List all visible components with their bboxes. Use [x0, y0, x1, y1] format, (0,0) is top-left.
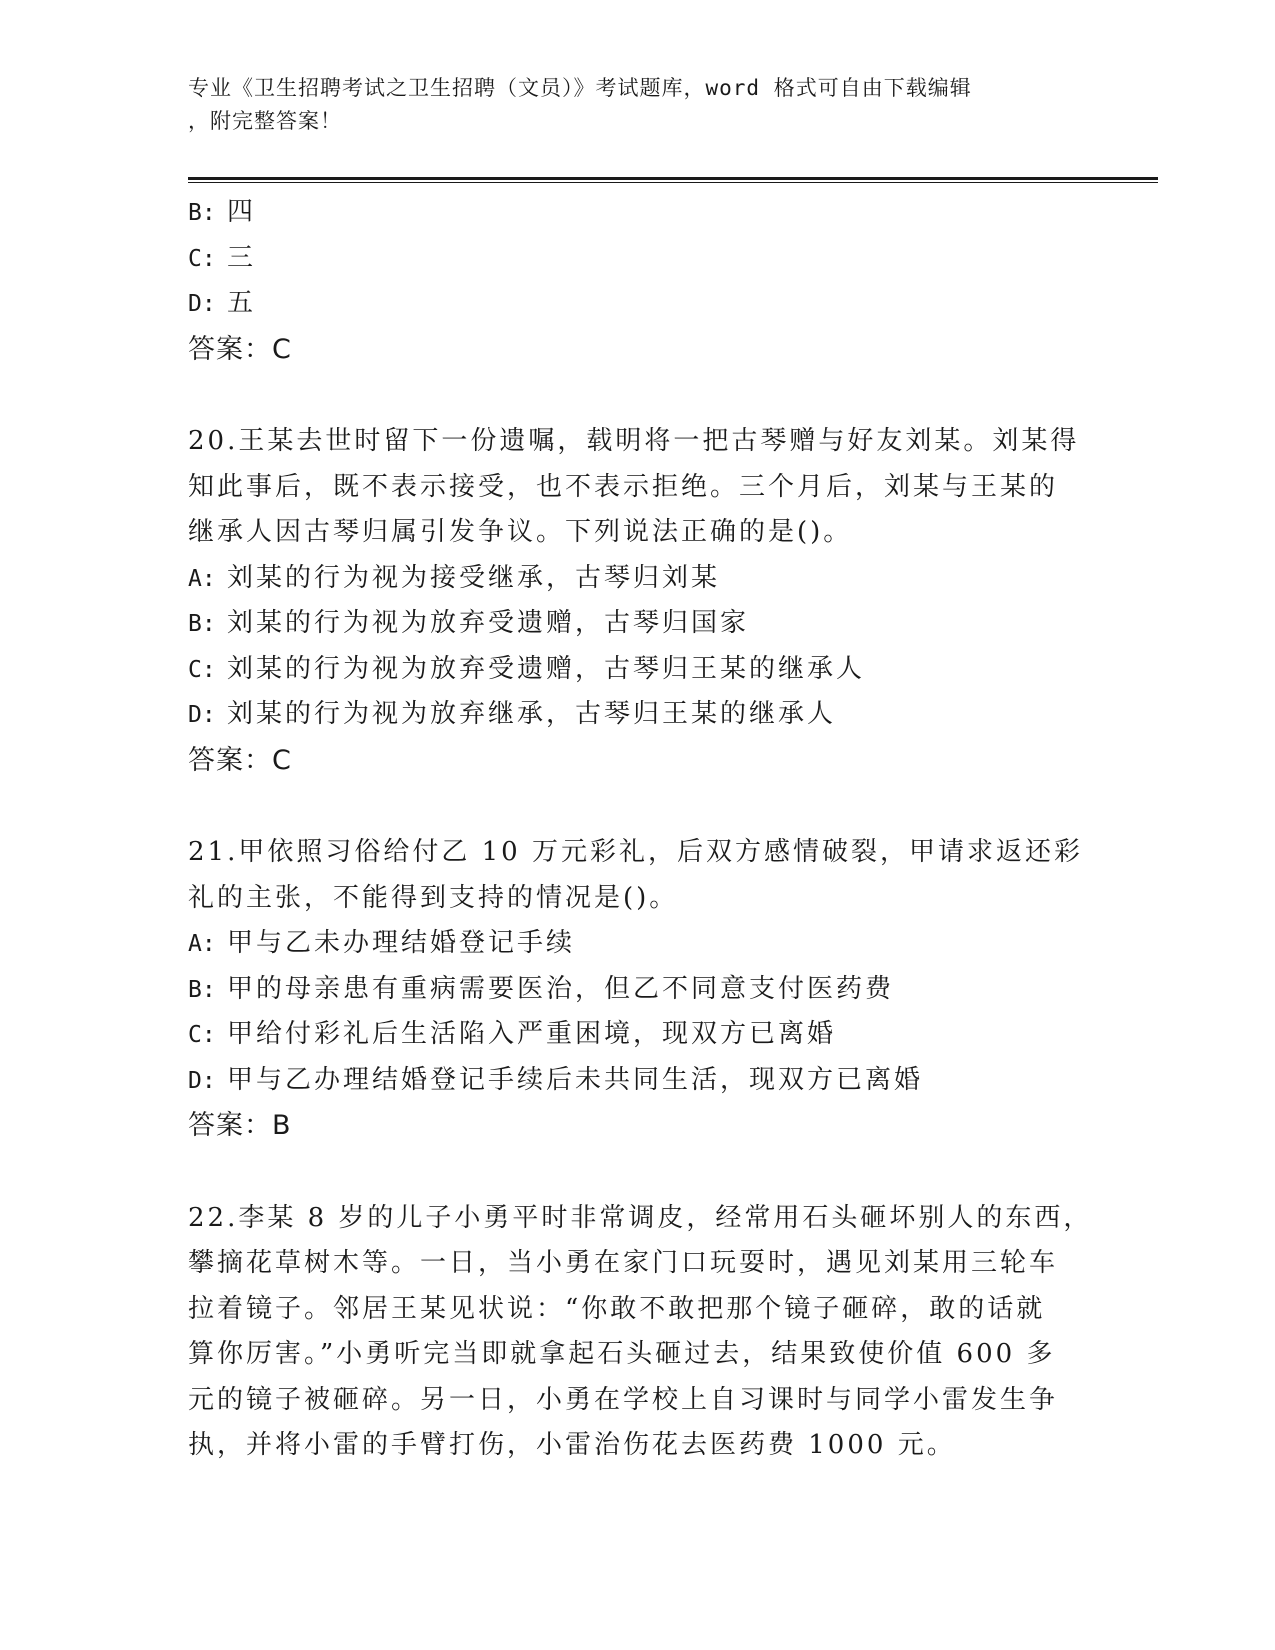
option-letter: A:: [188, 931, 216, 957]
spacer: [188, 1149, 1088, 1196]
option-text: 甲与乙未办理结婚登记手续: [226, 928, 575, 958]
option-text: 甲给付彩礼后生活陷入严重困境，现双方已离婚: [226, 1019, 836, 1049]
question-20: [188, 419, 1088, 783]
option-text: 甲的母亲患有重病需要医治，但乙不同意支付医药费: [226, 973, 894, 1004]
option-text: 五: [226, 288, 256, 318]
question-text-line: 拉着镜子。邻居王某见状说：“你敢不敢把那个镜子砸碎，敢的话就: [188, 1293, 1046, 1324]
option-letter: D:: [188, 702, 216, 728]
question-text-line: 元的镜子被砸碎。另一日，小勇在学校上自习课时与同学小雷发生争: [188, 1384, 1059, 1415]
question-text-line: 知此事后，既不表示接受，也不表示拒绝。三个月后，刘某与王某的: [188, 471, 1059, 502]
header-line-2: ，附完整答案！: [188, 109, 342, 133]
document-header: [188, 72, 1088, 138]
question-text-line: 20.王某去世时留下一份遗嘱，载明将一把古琴赠与好友刘某。刘某得: [188, 426, 1080, 456]
question-text-line: 执，并将小雷的手臂打伤，小雷治伤花去医药费 1000 元。: [188, 1430, 956, 1460]
option-text: 刘某的行为视为放弃继承，古琴归王某的继承人: [226, 699, 836, 729]
option-c: [188, 236, 1088, 282]
option-letter: C:: [188, 245, 216, 272]
question-text-line: 礼的主张，不能得到支持的情况是()。: [188, 882, 679, 913]
option-a: [188, 556, 1088, 602]
option-letter: D:: [188, 291, 216, 317]
option-c: [188, 647, 1088, 693]
option-b: [188, 190, 1088, 236]
answer: 答案：C: [188, 744, 292, 776]
option-text: 刘某的行为视为放弃受遗赠，古琴归国家: [226, 608, 749, 638]
option-text: 三: [226, 242, 256, 273]
header-divider-thin: [188, 182, 1158, 183]
spacer: [188, 783, 1088, 830]
option-c: [188, 1012, 1088, 1058]
spacer: [188, 372, 1088, 419]
answer: 答案：C: [188, 333, 292, 365]
question-text-line: 算你厉害。”小勇听完当即就拿起石头砸过去，结果致使价值 600 多: [188, 1339, 1056, 1369]
option-a: [188, 921, 1088, 967]
question-text-line: 22.李某 8 岁的儿子小勇平时非常调皮，经常用石头砸坏别人的东西，: [188, 1202, 1093, 1233]
option-letter: A:: [188, 565, 216, 592]
option-letter: B:: [188, 976, 216, 1003]
option-text: 四: [226, 197, 256, 227]
option-b: [188, 967, 1088, 1013]
question-21: [188, 830, 1088, 1149]
option-d: [188, 281, 1088, 327]
header-line-1: 专业《卫生招聘考试之卫生招聘（文员）》考试题库，word 格式可自由下载编辑: [188, 76, 972, 100]
option-text: 刘某的行为视为接受继承，古琴归刘某: [226, 562, 720, 593]
option-letter: C:: [188, 1022, 216, 1048]
option-letter: D:: [188, 1067, 216, 1094]
option-text: 刘某的行为视为放弃受遗赠，古琴归王某的继承人: [226, 653, 865, 684]
option-letter: B:: [188, 200, 216, 226]
option-b: [188, 601, 1088, 647]
answer: 答案：B: [188, 1110, 292, 1141]
option-letter: B:: [188, 611, 216, 637]
question-text-line: 攀摘花草树木等。一日，当小勇在家门口玩耍时，遇见刘某用三轮车: [188, 1248, 1059, 1278]
option-text: 甲与乙办理结婚登记手续后未共同生活，现双方已离婚: [226, 1064, 923, 1095]
option-letter: C:: [188, 656, 216, 683]
option-d: [188, 1058, 1088, 1104]
question-19-continued: [188, 190, 1088, 372]
question-22: [188, 1196, 1093, 1469]
question-text-line: 继承人因古琴归属引发争议。下列说法正确的是()。: [188, 517, 853, 547]
header-divider-thick: [188, 177, 1158, 180]
document-body: [188, 190, 1093, 1469]
question-text-line: 21.甲依照习俗给付乙 10 万元彩礼，后双方感情破裂，甲请求返还彩: [188, 837, 1083, 867]
option-d: [188, 692, 1088, 738]
